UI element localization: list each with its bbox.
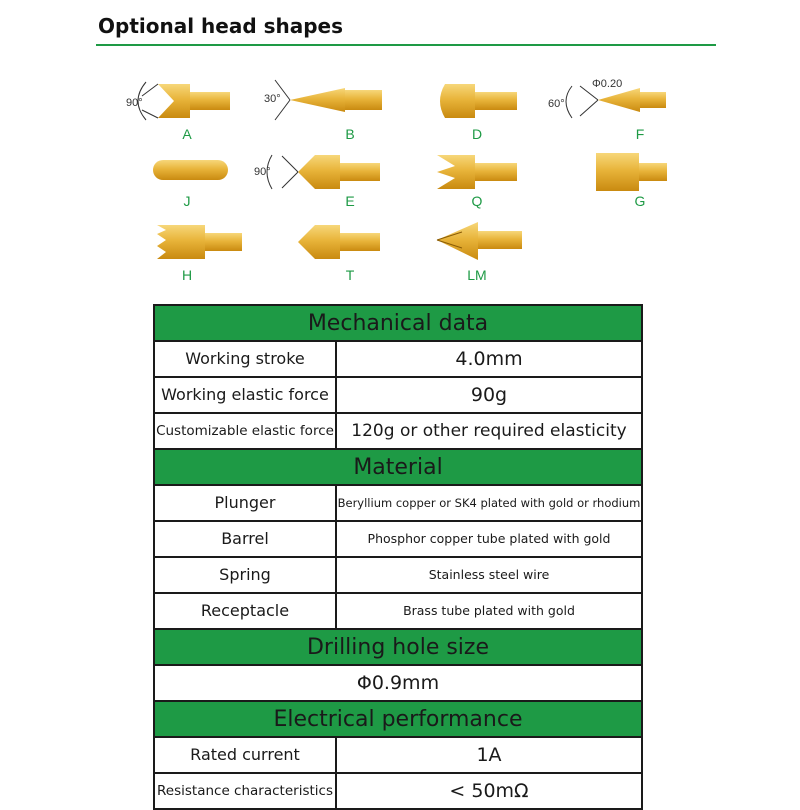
angle-label-e: 90° [254, 166, 271, 178]
row-label: Working stroke [155, 342, 337, 376]
table-row [155, 594, 641, 630]
head-shape-e [267, 155, 380, 189]
row-value: Brass tube plated with gold [403, 603, 575, 618]
row-label: Plunger [155, 486, 337, 520]
head-shape-d [440, 84, 517, 118]
head-shape-t [298, 225, 380, 259]
row-value: 90g [470, 384, 508, 406]
head-shape-label-g: G [634, 193, 646, 209]
section-heading-drilling: Drilling hole size [155, 630, 641, 666]
head-shape-label-h: H [181, 267, 193, 283]
diameter-label-f: Φ0.20 [592, 78, 623, 90]
section-heading-material: Material [155, 450, 641, 486]
table-row [155, 342, 641, 378]
table-row [155, 774, 641, 808]
angle-label-f: 60° [548, 98, 565, 110]
row-label: Working elastic force [155, 378, 337, 412]
head-shape-label-b: B [345, 126, 355, 142]
table-row [155, 522, 641, 558]
head-shape-label-e: E [345, 193, 355, 209]
table-row [155, 558, 641, 594]
row-value: 120g or other required elasticity [351, 421, 627, 441]
head-shape-label-q: Q [471, 193, 483, 209]
angle-label-b: 30° [264, 93, 281, 105]
row-label: Resistance characteristics [155, 774, 337, 808]
row-value: Phosphor copper tube plated with gold [367, 531, 611, 546]
title-underline [96, 44, 716, 46]
row-value: 1A [476, 744, 502, 766]
head-shape-label-d: D [471, 126, 483, 142]
head-shape-f [566, 86, 666, 118]
head-shape-label-j: J [183, 193, 191, 209]
head-shapes-panel [0, 60, 800, 295]
row-label: Barrel [155, 522, 337, 556]
table-row [155, 738, 641, 774]
row-label: Customizable elastic force [155, 414, 337, 448]
head-shape-g [596, 153, 667, 191]
head-shape-label-t: T [345, 267, 355, 283]
table-row [155, 414, 641, 450]
head-shape-j [153, 160, 228, 180]
row-value: 4.0mm [455, 348, 523, 370]
section-heading-mechanical: Mechanical data [155, 306, 641, 342]
head-shape-a [138, 82, 230, 120]
head-shape-label-f: F [635, 126, 645, 142]
head-shape-q [437, 155, 517, 189]
section-heading-electrical: Electrical performance [155, 702, 641, 738]
table-row [155, 378, 641, 414]
row-label: Rated current [155, 738, 337, 772]
row-value: Beryllium copper or SK4 plated with gold or rhodium [337, 496, 641, 510]
head-shapes-drawing [0, 60, 800, 295]
row-value: < 50mΩ [449, 780, 529, 802]
head-shape-b [275, 80, 382, 120]
head-shape-label-a: A [182, 126, 192, 142]
row-label: Receptacle [155, 594, 337, 628]
head-shape-h [157, 225, 242, 259]
table-row [155, 486, 641, 522]
row-value: Stainless steel wire [428, 567, 550, 582]
head-shape-label-lm: LM [467, 267, 487, 283]
drilling-hole-value: Φ0.9mm [356, 672, 440, 694]
head-shape-lm [437, 222, 522, 260]
spec-table [153, 304, 643, 810]
page-title: Optional head shapes [98, 14, 344, 38]
table-row [155, 666, 641, 702]
row-label: Spring [155, 558, 337, 592]
angle-label-a: 90° [126, 97, 143, 109]
